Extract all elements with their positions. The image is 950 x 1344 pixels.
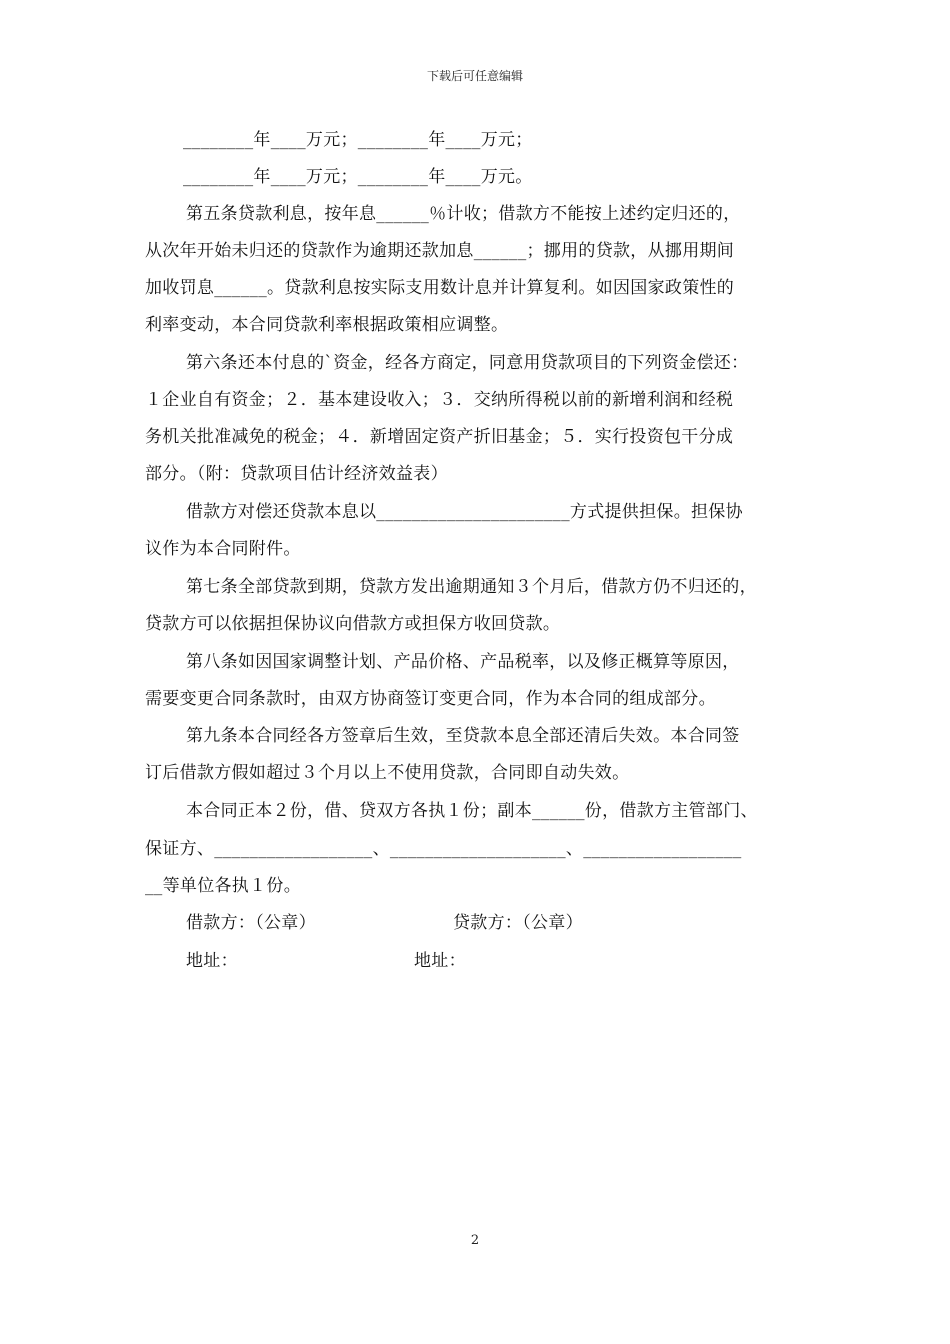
article-5-line-4: 利率变动，本合同贷款利率根据政策相应调整。 <box>145 315 509 335</box>
article-6-line-2: １企业自有资金；２．基本建设收入；３．交纳所得税以前的新增利润和经税 <box>145 390 734 410</box>
article-6-line-1: 第六条还本付息的`资金，经各方商定，同意用贷款项目的下列资金偿还： <box>186 353 749 373</box>
guarantee-line-1: 借款方对偿还贷款本息以______________________方式提供担保。担保协 <box>186 502 743 522</box>
repayment-schedule-line-2: ________年____万元；________年____万元。 <box>183 167 533 187</box>
article-7-line-2: 贷款方可以依据担保协议向借款方或担保方收回贷款。 <box>145 614 561 634</box>
guarantee-line-2: 议作为本合同附件。 <box>145 539 301 559</box>
article-8-line-1: 第八条如因国家调整计划、产品价格、产品税率，以及修正概算等原因， <box>186 652 740 672</box>
copies-line-3: __等单位各执１份。 <box>145 876 301 896</box>
article-8-line-2: 需要变更合同条款时，由双方协商签订变更合同，作为本合同的组成部分。 <box>145 689 716 709</box>
copies-line-1: 本合同正本２份，借、贷双方各执１份；副本______份，借款方主管部门、 <box>186 801 758 821</box>
article-6-line-4: 部分。（附：贷款项目估计经济效益表） <box>145 464 448 484</box>
article-7-line-1: 第七条全部贷款到期，贷款方发出逾期通知３个月后，借款方仍不归还的， <box>186 577 757 597</box>
borrower-address: 地址： <box>186 951 238 971</box>
lender-seal: 贷款方：（公章） <box>453 913 583 933</box>
article-9-line-1: 第九条本合同经各方签章后生效，至贷款本息全部还清后失效。本合同签 <box>186 726 740 746</box>
article-5-line-3: 加收罚息______。贷款利息按实际支用数计息并计算复利。如因国家政策性的 <box>145 278 735 298</box>
page-number: 2 <box>470 1233 480 1248</box>
repayment-schedule-line-1: ________年____万元；________年____万元； <box>183 130 533 150</box>
lender-address: 地址： <box>414 951 466 971</box>
borrower-seal: 借款方：（公章） <box>186 913 316 933</box>
article-6-line-3: 务机关批准减免的税金；４．新增固定资产折旧基金；５．实行投资包干分成 <box>145 427 734 447</box>
copies-line-2: 保证方、__________________、____________________、__________________ <box>145 839 742 859</box>
article-5-line-2: 从次年开始未归还的贷款作为逾期还款加息______；挪用的贷款，从挪用期间 <box>145 241 735 261</box>
article-9-line-2: 订后借款方假如超过３个月以上不使用贷款，合同即自动失效。 <box>145 763 630 783</box>
page-header: 下载后可任意编辑 <box>426 69 523 83</box>
article-5-line-1: 第五条贷款利息，按年息______％计收；借款方不能按上述约定归还的， <box>186 204 741 224</box>
